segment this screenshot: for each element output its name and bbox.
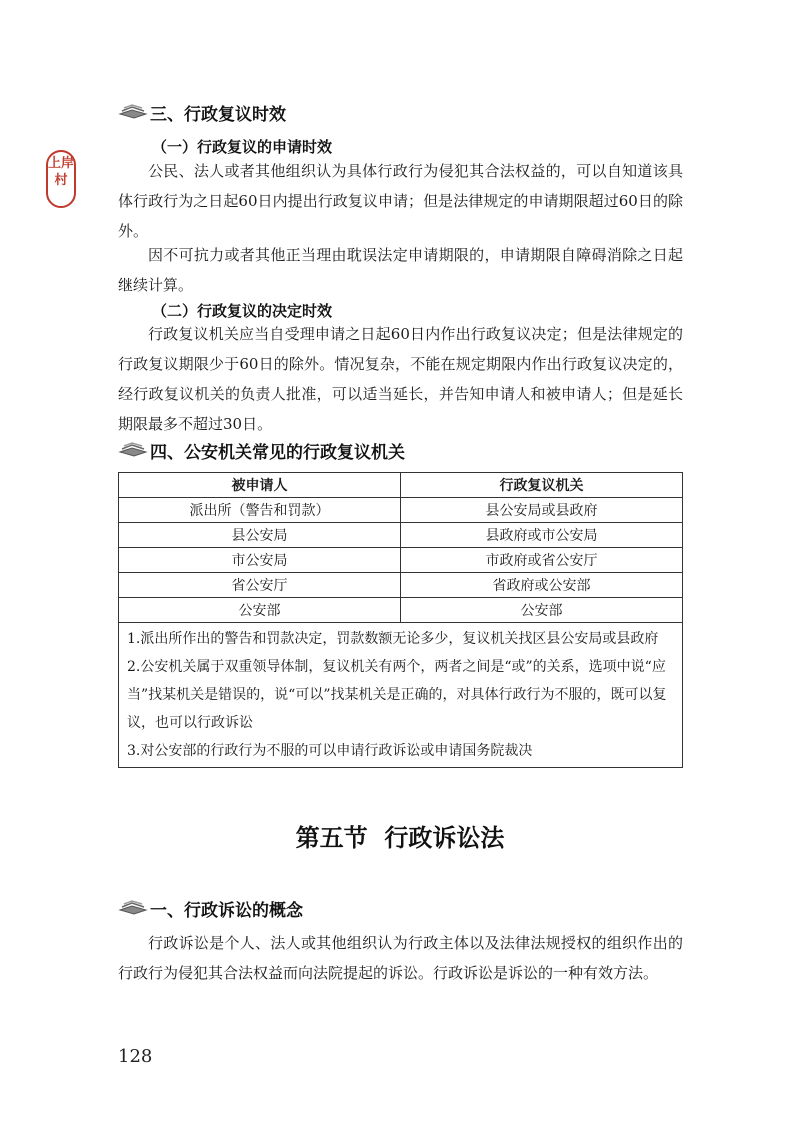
table-cell: 县政府或市公安局	[401, 523, 683, 548]
note-item: 1.派出所作出的警告和罚款决定，罚款数额无论多少，复议机关找区县公安局或县政府	[127, 631, 659, 647]
table-cell: 省公安厅	[119, 573, 401, 598]
table-row	[119, 498, 683, 523]
paragraph: 公民、法人或者其他组织认为具体行政行为侵犯其合法权益的，可以自知道该具体行政行为之日起60日内提出行政复议申请；但是法律规定的申请期限超过60日的除外。	[118, 162, 683, 240]
section-heading-4: 四、公安机关常见的行政复议机关	[150, 443, 405, 463]
table-header-row	[119, 473, 683, 498]
section-heading-5-1: 一、行政诉讼的概念	[150, 901, 303, 921]
book-icon	[118, 898, 148, 916]
table-header-cell: 行政复议机关	[401, 473, 683, 498]
paragraph: 行政复议机关应当自受理申请之日起60日内作出行政复议决定；但是法律规定的行政复议期限少于60日的除外。情况复杂，不能在规定期限内作出行政复议决定的，经行政复议机关的负责人批准，可以适当延长，并告知申请人和被申请人；但是延长期限最多不超过30日。	[118, 325, 683, 433]
book-icon	[118, 102, 148, 120]
table-row	[119, 523, 683, 548]
table-cell: 派出所（警告和罚款）	[119, 498, 401, 523]
table-cell: 县公安局	[119, 523, 401, 548]
note-item: 3.对公安部的行政行为不服的可以申请行政诉讼或申请国务院裁决	[127, 743, 533, 759]
subheading-application-time: （一）行政复议的申请时效	[152, 138, 333, 156]
note-item: 2.公安机关属于双重领导体制，复议机关有两个，两者之间是“或”的关系，选项中说“应当”找某机关是错误的，说“可以”找某机关是正确的，对具体行政行为不服的，既可以复议，也可以行政诉讼	[127, 659, 667, 731]
table-header-cell: 被申请人	[119, 473, 401, 498]
table-cell: 市公安局	[119, 548, 401, 573]
table-cell: 市政府或省公安厅	[401, 548, 683, 573]
paragraph: 行政诉讼是个人、法人或其他组织认为行政主体以及法律法规授权的组织作出的行政行为侵犯其合法权益而向法院提起的诉讼。行政诉讼是诉讼的一种有效方法。	[118, 934, 683, 982]
subheading-decision-time: （二）行政复议的决定时效	[152, 302, 333, 320]
table-notes	[119, 623, 683, 768]
table-cell: 公安部	[119, 598, 401, 623]
table-cell: 县公安局或县政府	[401, 498, 683, 523]
table-notes-row	[119, 623, 683, 768]
table-row	[119, 548, 683, 573]
table-cell: 公安部	[401, 598, 683, 623]
review-authority-table	[118, 472, 683, 768]
page-number: 128	[118, 1046, 153, 1067]
table-cell: 省政府或公安部	[401, 573, 683, 598]
seal-logo	[46, 150, 76, 208]
table-row	[119, 598, 683, 623]
section-title: 第五节 行政诉讼法	[295, 823, 505, 852]
seal-text: 上岸村	[48, 156, 75, 188]
book-icon	[118, 440, 148, 458]
paragraph: 因不可抗力或者其他正当理由耽误法定申请期限的，申请期限自障碍消除之日起继续计算。	[118, 246, 683, 294]
table-row	[119, 573, 683, 598]
section-heading-3: 三、行政复议时效	[150, 105, 286, 125]
